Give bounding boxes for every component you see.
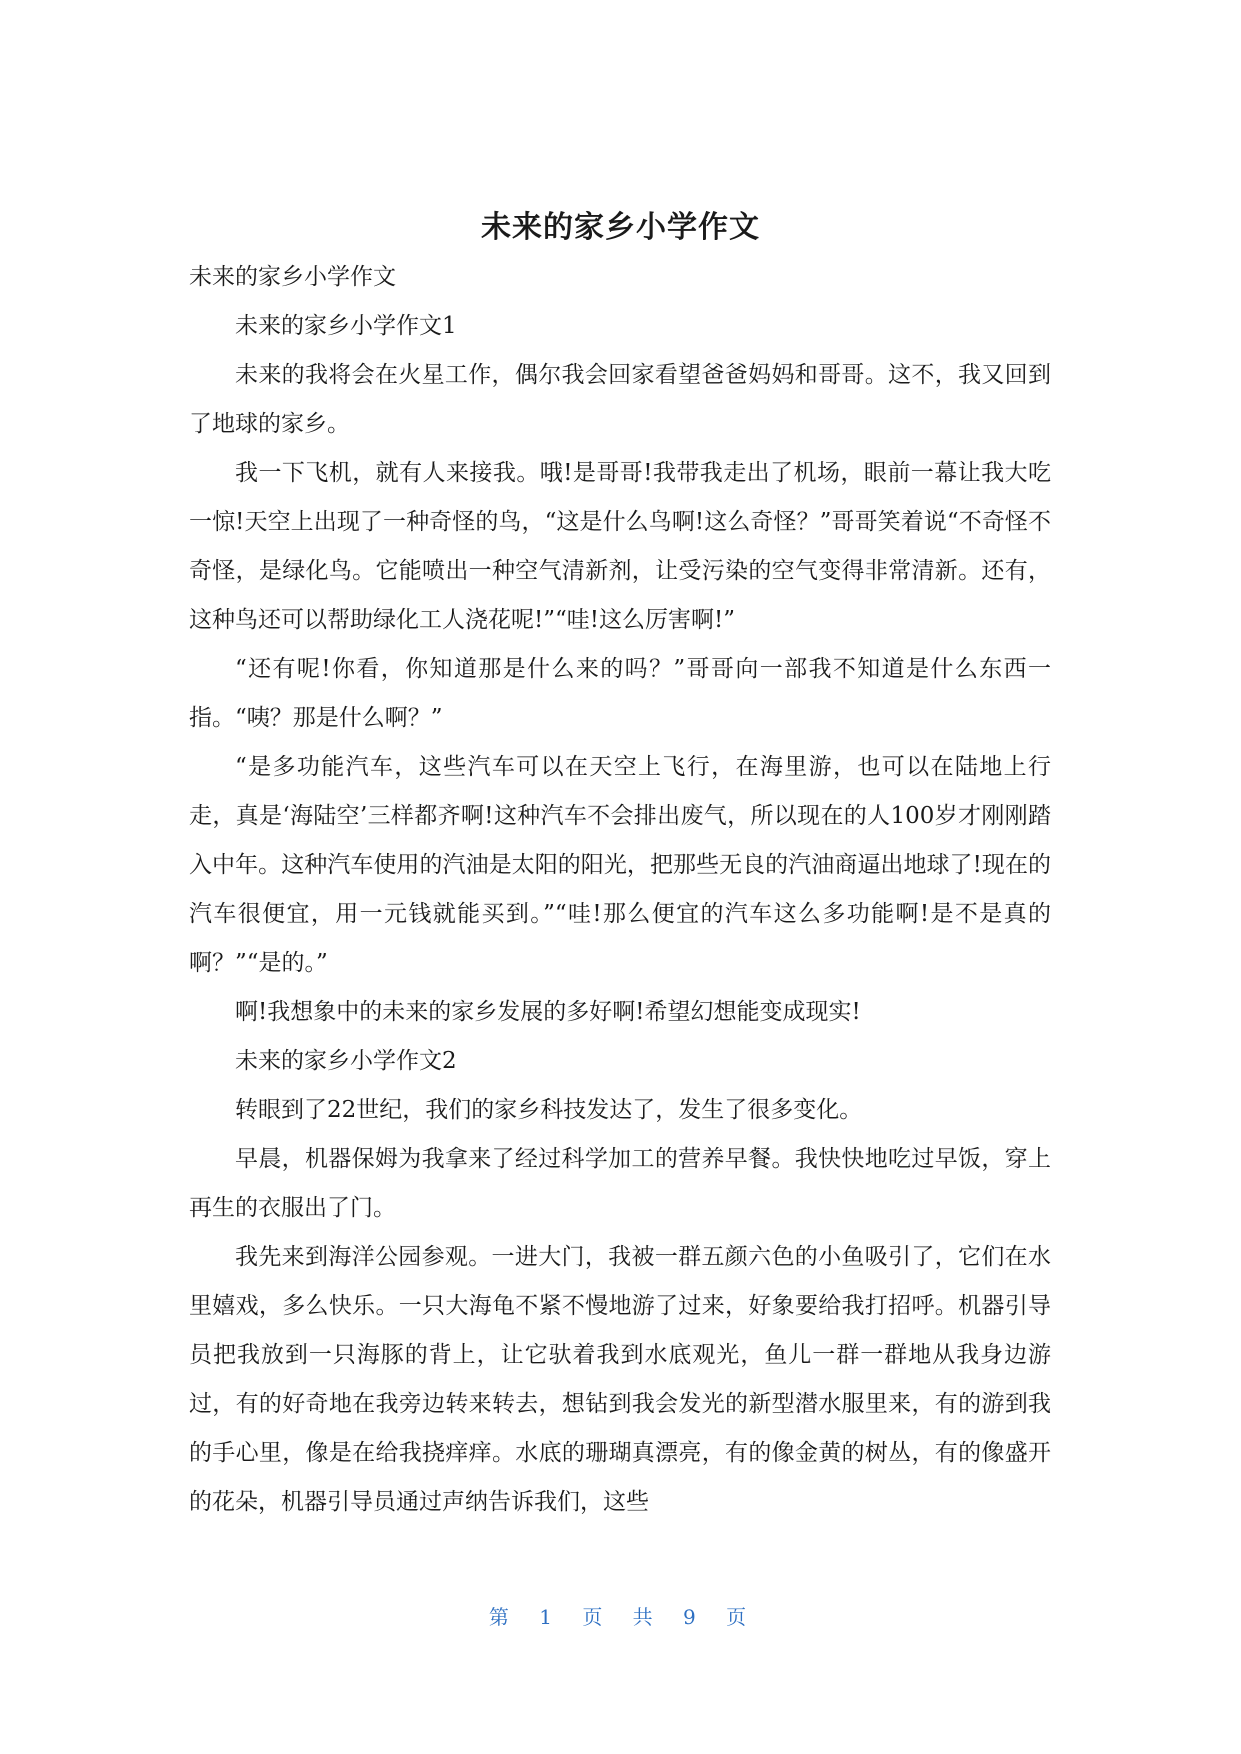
paragraph-5: “是多功能汽车，这些汽车可以在天空上飞行，在海里游，也可以在陆地上行走，真是‘海陆空’三样都齐啊!这种汽车不会排出废气，所以现在的人100岁才刚刚踏入中年。这种汽车使用的汽油是太阳的阳光，把那些无良的汽油商逼出地球了!现在的汽车很便宜，用一元钱就能买到。”“哇!那么便宜的汽车这么多功能啊!是不是真的啊？”“是的。”: [189, 754, 1051, 976]
paragraph-8: 转眼到了22世纪，我们的家乡科技发达了，发生了很多变化。: [235, 1097, 863, 1123]
paragraph-3: 我一下飞机，就有人来接我。哦!是哥哥!我带我走出了机场，眼前一幕让我大吃一惊!天空上出现了一种奇怪的鸟，“这是什么鸟啊!这么奇怪？”哥哥笑着说“不奇怪不奇怪，是绿化鸟。它能喷出一种空气清新剂，让受污染的空气变得非常清新。还有，这种鸟还可以帮助绿化工人浇花呢!”“哇!这么厉害啊!”: [189, 460, 1051, 633]
page-number-footer: 第 1 页 共 9 页: [488, 1605, 753, 1629]
section-heading-2: 未来的家乡小学作文2: [235, 1048, 457, 1074]
section-heading-1: 未来的家乡小学作文1: [235, 313, 457, 339]
paragraph-10: 我先来到海洋公园参观。一进大门，我被一群五颜六色的小鱼吸引了，它们在水里嬉戏，多么快乐。一只大海龟不紧不慢地游了过来，好象要给我打招呼。机器引导员把我放到一只海豚的背上，让它驮着我到水底观光，鱼儿一群一群地从我身边游过，有的好奇地在我旁边转来转去，想钻到我会发光的新型潜水服里来，有的游到我的手心里，像是在给我挠痒痒。水底的珊瑚真漂亮，有的像金黄的树丛，有的像盛开的花朵，机器引导员通过声纳告诉我们，这些: [189, 1244, 1051, 1515]
paragraph-2: 未来的我将会在火星工作，偶尔我会回家看望爸爸妈妈和哥哥。这不，我又回到了地球的家乡。: [189, 362, 1051, 437]
document-title: 未来的家乡小学作文: [481, 210, 760, 246]
paragraph-0: 未来的家乡小学作文: [189, 264, 396, 290]
paragraph-6: 啊!我想象中的未来的家乡发展的多好啊!希望幻想能变成现实!: [235, 999, 861, 1025]
paragraph-9: 早晨，机器保姆为我拿来了经过科学加工的营养早餐。我快快地吃过早饭，穿上再生的衣服出了门。: [189, 1146, 1051, 1221]
paragraph-4: “还有呢!你看，你知道那是什么来的吗？”哥哥向一部我不知道是什么东西一指。“咦？那是什么啊？”: [189, 656, 1051, 731]
document-body: [189, 253, 1051, 1527]
